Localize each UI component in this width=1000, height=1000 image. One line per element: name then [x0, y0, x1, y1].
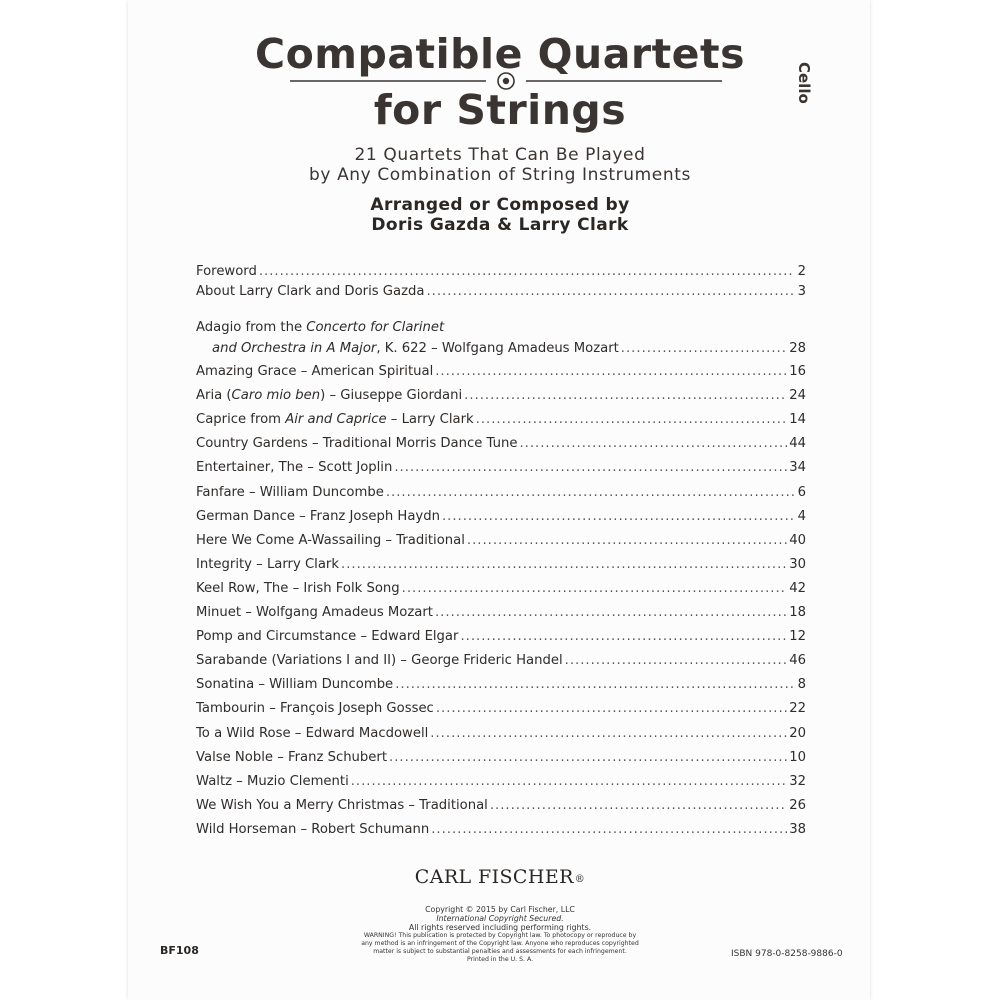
title-line-1: Compatible Quartets [255, 30, 745, 78]
toc-title-italic: Caro mio ben [231, 388, 321, 404]
printed-in-line: Printed in the U. S. A. [466, 956, 534, 963]
toc-title [196, 677, 393, 692]
dot-leader [395, 677, 794, 692]
subtitle-line-1: 21 Quartets That Can Be Played [354, 145, 646, 165]
dot-leader [467, 533, 787, 548]
toc-row [196, 581, 806, 601]
toc-page: 46 [789, 653, 806, 669]
dot-leader [435, 605, 787, 620]
toc-page: 42 [789, 580, 806, 596]
toc-title-part: Waltz – Muzio Clementi [196, 773, 349, 789]
catalog-number: BF108 [160, 944, 199, 957]
toc-row [196, 605, 806, 625]
toc-title [196, 605, 433, 620]
toc-page: 28 [789, 341, 806, 356]
toc-title [196, 701, 434, 716]
toc-page: 40 [789, 532, 806, 548]
toc-title [196, 750, 387, 765]
toc-title-part: Caprice from [196, 412, 286, 428]
toc-row [196, 653, 806, 673]
toc-title-part: Sonatina – William Duncombe [196, 677, 394, 693]
toc-title-part: Adagio from the [196, 320, 307, 335]
dot-leader [565, 653, 788, 668]
toc-title [196, 460, 392, 475]
toc-title [196, 653, 563, 668]
toc-row [196, 774, 806, 794]
toc-title-italic: Concerto for Clarinet [306, 320, 445, 335]
publisher-logo [0, 866, 1000, 888]
credit-line-2: Doris Gazda & Larry Clark [371, 215, 629, 235]
toc-title-part: Sarabande (Variations I and II) – George Frideric Handel [196, 653, 563, 669]
dot-leader [442, 509, 794, 524]
dot-leader [386, 485, 794, 500]
toc-row-about [196, 284, 806, 304]
toc-page: 20 [789, 725, 806, 741]
toc-page: 8 [797, 677, 806, 693]
toc-row [196, 822, 806, 842]
title-line-2: for Strings [373, 86, 627, 134]
dot-leader [519, 436, 787, 451]
toc-page: 3 [797, 284, 806, 299]
toc-title [196, 388, 462, 403]
toc-title-part: Valse Noble – Franz Schubert [196, 749, 387, 765]
toc-row [196, 629, 806, 649]
toc-title-part: Tambourin – François Joseph Gossec [196, 701, 434, 717]
copyright-line: International Copyright Secured. [436, 914, 564, 923]
dot-leader [490, 798, 787, 813]
toc-row [196, 798, 806, 818]
toc-title-part: Pomp and Circumstance – Edward Elgar [196, 629, 459, 645]
toc-title [196, 726, 428, 741]
toc-title-part: Integrity – Larry Clark [196, 556, 339, 572]
credit-line-1: Arranged or Composed by [370, 195, 630, 215]
toc-title [196, 629, 458, 644]
toc-title [196, 436, 517, 451]
toc-page: 44 [789, 436, 806, 452]
toc-row [196, 701, 806, 721]
toc-title-part: Minuet – Wolfgang Amadeus Mozart [196, 605, 433, 620]
toc-title [196, 412, 474, 427]
toc-title-part: Wild Horseman – Robert Schumann [196, 821, 430, 837]
subtitle-line-2: by Any Combination of String Instruments [309, 165, 691, 185]
dot-leader [394, 460, 787, 475]
copyright-line: All rights reserved including performing rights. [408, 923, 592, 932]
toc-page: 34 [789, 460, 806, 476]
toc-title [196, 581, 400, 596]
toc-title-part: , K. 622 – Wolfgang Amadeus Mozart [376, 341, 619, 356]
toc-title [196, 798, 488, 813]
toc-row [196, 388, 806, 408]
toc-row [196, 726, 806, 746]
toc-title-part: Entertainer, The – Scott Joplin [196, 460, 393, 476]
dot-leader [460, 629, 787, 644]
toc-page: 18 [789, 605, 806, 620]
isbn: ISBN 978-0-8258-9886-0 [731, 949, 843, 959]
toc-page: 26 [789, 797, 806, 813]
dot-leader [402, 581, 788, 596]
toc-page: 24 [789, 388, 806, 404]
copyright-warning-line: WARNING! This publication is protected by Copyright law. To photocopy or reproduce by [363, 932, 637, 939]
toc-title: Foreword [196, 264, 257, 279]
toc-entry-adagio-line-2 [212, 341, 806, 361]
toc-row-foreword [196, 264, 806, 284]
toc-row [196, 485, 806, 505]
dot-leader [435, 364, 787, 379]
copyright-line: Copyright © 2015 by Carl Fischer, LLC [425, 905, 575, 914]
dot-leader [464, 388, 787, 403]
copyright-warning-line: any method is an infringement of the Copyright law. Anyone who reproduces copyrighted [361, 940, 639, 947]
toc-title-italic: and Orchestra in A Major [212, 341, 377, 356]
toc-page: 16 [789, 364, 806, 379]
toc-title [196, 509, 440, 524]
toc-row [196, 460, 806, 480]
toc-title-part: Here We Come A-Wassailing – Traditional [196, 532, 465, 548]
toc-row [196, 509, 806, 529]
toc-page: 38 [789, 821, 806, 837]
instrument-label: Cello [795, 62, 813, 104]
dot-leader [436, 701, 787, 716]
dot-leader [341, 557, 787, 572]
toc-title [196, 774, 349, 789]
toc-title-part: To a Wild Rose – Edward Macdowell [196, 725, 429, 741]
dot-leader [351, 774, 787, 789]
toc-title [196, 822, 429, 837]
toc-title-part: Aria ( [196, 388, 232, 404]
dot-leader [621, 341, 787, 356]
toc-title-part: – Larry Clark [386, 412, 474, 428]
toc-entry-adagio-line-1 [196, 320, 806, 340]
dot-leader [259, 264, 794, 279]
registered-mark: ® [574, 874, 586, 885]
toc-title-part: We Wish You a Merry Christmas – Traditional [196, 797, 488, 813]
toc-page: 14 [789, 412, 806, 428]
toc-title [196, 364, 433, 379]
toc-page: 22 [789, 701, 806, 717]
copyright-warning-line: matter is subject to substantial penalties and assessments for each infringement. [373, 948, 627, 955]
toc-page: 30 [789, 556, 806, 572]
toc-row [196, 364, 806, 384]
toc-title: About Larry Clark and Doris Gazda [196, 284, 425, 299]
toc-title-part: Amazing Grace – American Spiritual [196, 364, 434, 379]
toc-title-part: Country Gardens – Traditional Morris Dance Tune [196, 436, 518, 452]
toc-title-part: Keel Row, The – Irish Folk Song [196, 580, 400, 596]
dot-leader [426, 284, 794, 299]
toc-page: 2 [797, 264, 806, 279]
toc-title [196, 557, 339, 572]
toc-page: 4 [797, 508, 806, 524]
toc-row [196, 533, 806, 553]
dot-leader [430, 726, 787, 741]
toc-page: 10 [789, 749, 806, 765]
toc-page: 12 [789, 629, 806, 645]
dot-leader [389, 750, 787, 765]
toc-title-part: ) – Giuseppe Giordani [320, 388, 463, 404]
toc-title-part: German Dance – Franz Joseph Haydn [196, 508, 440, 524]
toc-title [196, 533, 465, 548]
toc-title-italic: Air and Caprice [285, 412, 387, 428]
toc-row [196, 750, 806, 770]
toc-row [196, 436, 806, 456]
dot-leader [476, 412, 788, 427]
toc-title-part: Fanfare – William Duncombe [196, 484, 384, 500]
toc-row [196, 557, 806, 577]
dot-leader [431, 822, 787, 837]
toc-page: 6 [797, 484, 806, 500]
toc-row [196, 677, 806, 697]
toc-page: 32 [789, 773, 806, 789]
publisher-name: CARL FISCHER [414, 866, 574, 888]
toc-row [196, 412, 806, 432]
toc-title [196, 485, 384, 500]
